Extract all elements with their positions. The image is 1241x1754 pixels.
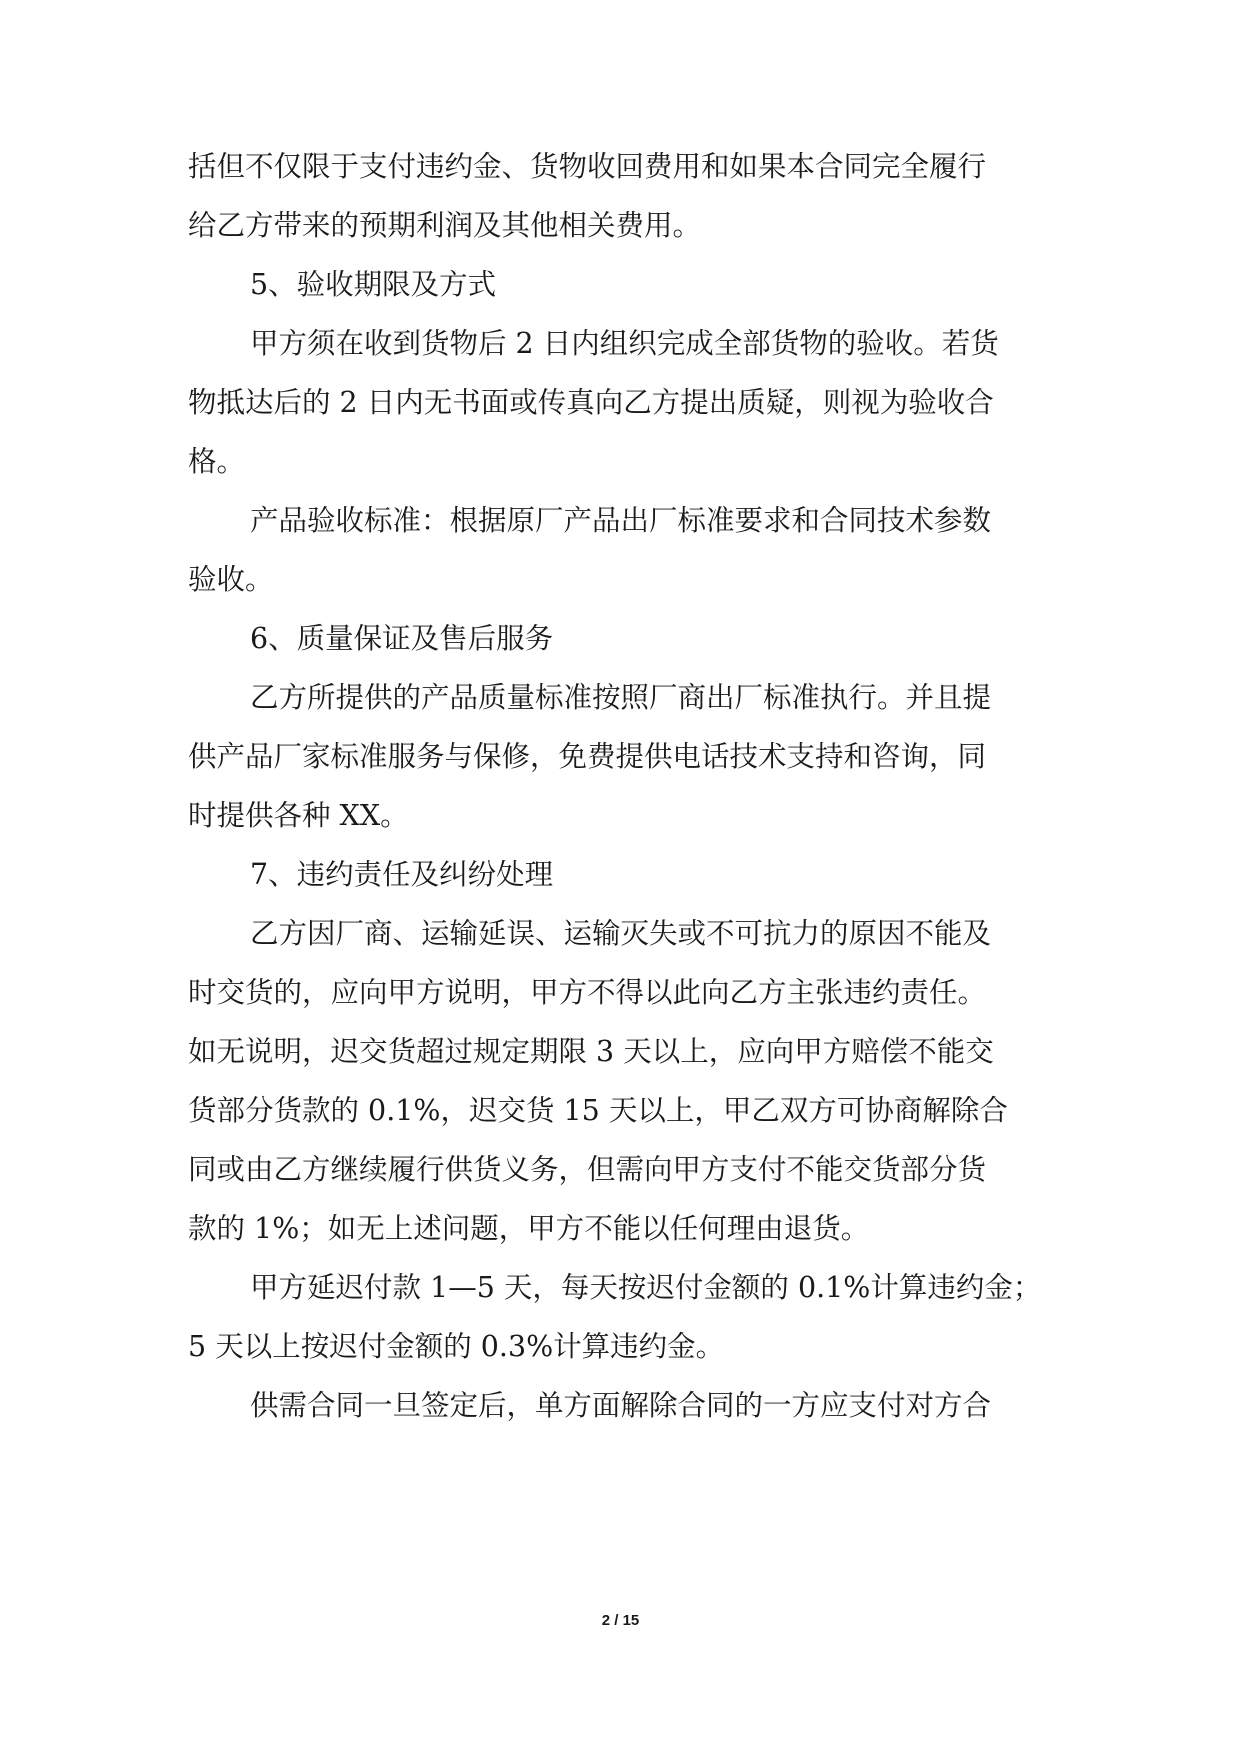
text-line: 产品验收标准：根据原厂产品出厂标准要求和合同技术参数 <box>250 504 992 537</box>
text-line: 甲方延迟付款 1—5 天，每天按迟付金额的 0.1%计算违约金； <box>250 1271 1042 1304</box>
text-line: 款的 1%；如无上述问题，甲方不能以任何理由退货。 <box>188 1212 870 1245</box>
text-line: 乙方所提供的产品质量标准按照厂商出厂标准执行。并且提 <box>250 681 992 714</box>
text-line: 物抵达后的 2 日内无书面或传真向乙方提出质疑，则视为验收合 <box>188 386 994 419</box>
text-line: 5 天以上按迟付金额的 0.3%计算违约金。 <box>188 1330 725 1363</box>
text-line: 如无说明，迟交货超过规定期限 3 天以上，应向甲方赔偿不能交 <box>188 1035 994 1068</box>
section-heading: 7、违约责任及纠纷处理 <box>250 858 554 891</box>
text-line: 乙方因厂商、运输延误、运输灭失或不可抗力的原因不能及 <box>250 917 992 950</box>
text-line: 甲方须在收到货物后 2 日内组织完成全部货物的验收。若货 <box>250 327 999 360</box>
section-heading: 6、质量保证及售后服务 <box>250 622 554 655</box>
text-line: 供产品厂家标准服务与保修，免费提供电话技术支持和咨询，同 <box>188 740 987 773</box>
text-line: 供需合同一旦签定后，单方面解除合同的一方应支付对方合 <box>250 1389 992 1422</box>
text-line: 括但不仅限于支付违约金、货物收回费用和如果本合同完全履行 <box>188 150 987 183</box>
text-line: 同或由乙方继续履行供货义务，但需向甲方支付不能交货部分货 <box>188 1153 987 1186</box>
text-line: 格。 <box>188 445 246 478</box>
section-heading: 5、验收期限及方式 <box>250 268 497 301</box>
text-line: 时交货的，应向甲方说明，甲方不得以此向乙方主张违约责任。 <box>188 976 987 1009</box>
text-line: 货部分货款的 0.1%，迟交货 15 天以上，甲乙双方可协商解除合 <box>188 1094 1008 1127</box>
text-line: 时提供各种 XX。 <box>188 799 409 832</box>
page-number: 2 / 15 <box>601 1612 640 1629</box>
text-line: 验收。 <box>188 563 274 596</box>
text-line: 给乙方带来的预期利润及其他相关费用。 <box>188 209 702 242</box>
